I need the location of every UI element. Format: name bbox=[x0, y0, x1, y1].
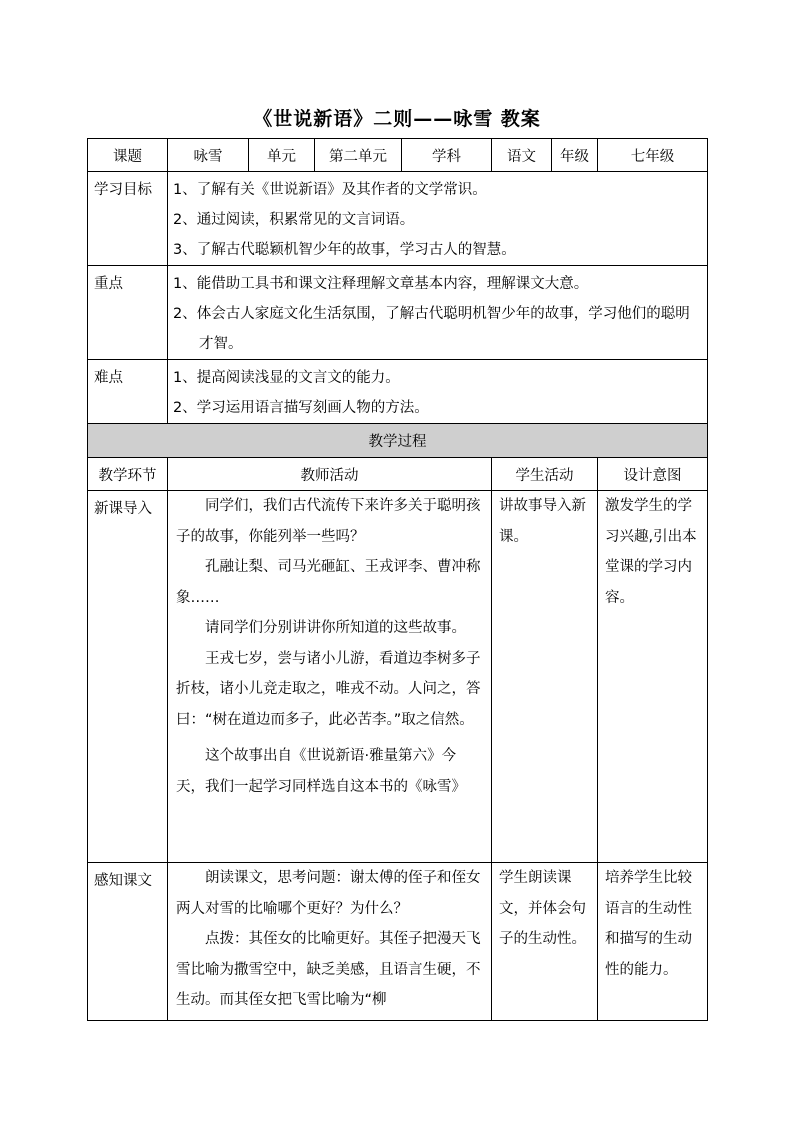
teacher-paragraph: 孔融让梨、司马光砸缸、王戎评李、曹冲称象…… bbox=[176, 559, 481, 606]
column-header-teacher: 教师活动 bbox=[168, 458, 492, 491]
key-points-label: 重点 bbox=[88, 266, 168, 360]
teacher-activity bbox=[168, 491, 492, 863]
document-title: 《世说新语》二则——咏雪 教案 bbox=[253, 108, 541, 130]
key-point-item: 2、体会古人家庭文化生活氛围，了解古代聪明机智少年的故事，学习他们的聪明才智。 bbox=[173, 306, 690, 352]
subject-label: 学科 bbox=[402, 139, 492, 172]
process-row-perception bbox=[88, 863, 708, 1021]
difficulties-label: 难点 bbox=[88, 360, 168, 424]
objective-item: 2、通过阅读，积累常见的文言词语。 bbox=[173, 212, 415, 228]
objective-item: 3、了解古代聪颖机智少年的故事，学习古人的智慧。 bbox=[173, 242, 516, 258]
key-point-item: 1、能借助工具书和课文注释理解文章基本内容，理解课文大意。 bbox=[173, 276, 589, 292]
grade-label: 年级 bbox=[552, 139, 598, 172]
grade-value: 七年级 bbox=[598, 139, 708, 172]
teacher-paragraph: 王戎七岁，尝与诸小儿游，看道边李树多子折枝，诸小儿竞走取之，唯戎不动。人问之，答曰：“树在道边而多子，此必苦李。”取之信然。 bbox=[176, 650, 481, 728]
teacher-paragraph: 朗读课文，思考问题：谢太傅的侄子和侄女两人对雪的比喻哪个更好？为什么？ bbox=[176, 870, 481, 917]
process-title-row bbox=[88, 424, 708, 458]
column-header-intent: 设计意图 bbox=[598, 458, 708, 491]
key-points-row bbox=[88, 266, 708, 360]
teacher-paragraph: 同学们，我们古代流传下来许多关于聪明孩子的故事，你能列举一些吗？ bbox=[176, 498, 481, 545]
process-title: 教学过程 bbox=[88, 424, 708, 458]
unit-value: 第二单元 bbox=[315, 139, 402, 172]
lesson-plan-table bbox=[87, 138, 708, 1021]
column-header-student: 学生活动 bbox=[492, 458, 598, 491]
difficulties-list bbox=[168, 360, 708, 424]
teacher-paragraph: 请同学们分别讲讲你所知道的这些故事。 bbox=[205, 620, 466, 636]
design-intent: 培养学生比较语言的生动性和描写的生动性的能力。 bbox=[598, 863, 708, 1021]
course-label: 课题 bbox=[88, 139, 168, 172]
course-value: 咏雪 bbox=[168, 139, 249, 172]
stage-label: 感知课文 bbox=[88, 863, 168, 1021]
objectives-row bbox=[88, 172, 708, 266]
key-points-list bbox=[168, 266, 708, 360]
difficulties-row bbox=[88, 360, 708, 424]
header-row bbox=[88, 139, 708, 172]
unit-label: 单元 bbox=[249, 139, 315, 172]
process-column-headers bbox=[88, 458, 708, 491]
subject-value: 语文 bbox=[492, 139, 552, 172]
teacher-activity bbox=[168, 863, 492, 1021]
column-header-stage: 教学环节 bbox=[88, 458, 168, 491]
teacher-paragraph: 这个故事出自《世说新语·雅量第六》今天，我们一起学习同样选自这本书的《咏雪》 bbox=[176, 748, 466, 795]
objective-item: 1、了解有关《世说新语》及其作者的文学常识。 bbox=[173, 182, 487, 198]
difficulty-item: 2、学习运用语言描写刻画人物的方法。 bbox=[173, 400, 429, 416]
process-row-intro bbox=[88, 491, 708, 863]
student-activity: 学生朗读课文，并体会句子的生动性。 bbox=[492, 863, 598, 1021]
stage-label: 新课导入 bbox=[88, 491, 168, 863]
design-intent: 激发学生的学习兴趣,引出本堂课的学习内容。 bbox=[598, 491, 708, 863]
objectives-list bbox=[168, 172, 708, 266]
objectives-label: 学习目标 bbox=[88, 172, 168, 266]
student-activity: 讲故事导入新课。 bbox=[492, 491, 598, 863]
difficulty-item: 1、提高阅读浅显的文言文的能力。 bbox=[173, 370, 400, 386]
teacher-paragraph: 点拨：其侄女的比喻更好。其侄子把漫天飞雪比喻为撒雪空中，缺乏美感，且语言生硬，不生动。而其侄女把飞雪比喻为“柳 bbox=[176, 931, 481, 1008]
